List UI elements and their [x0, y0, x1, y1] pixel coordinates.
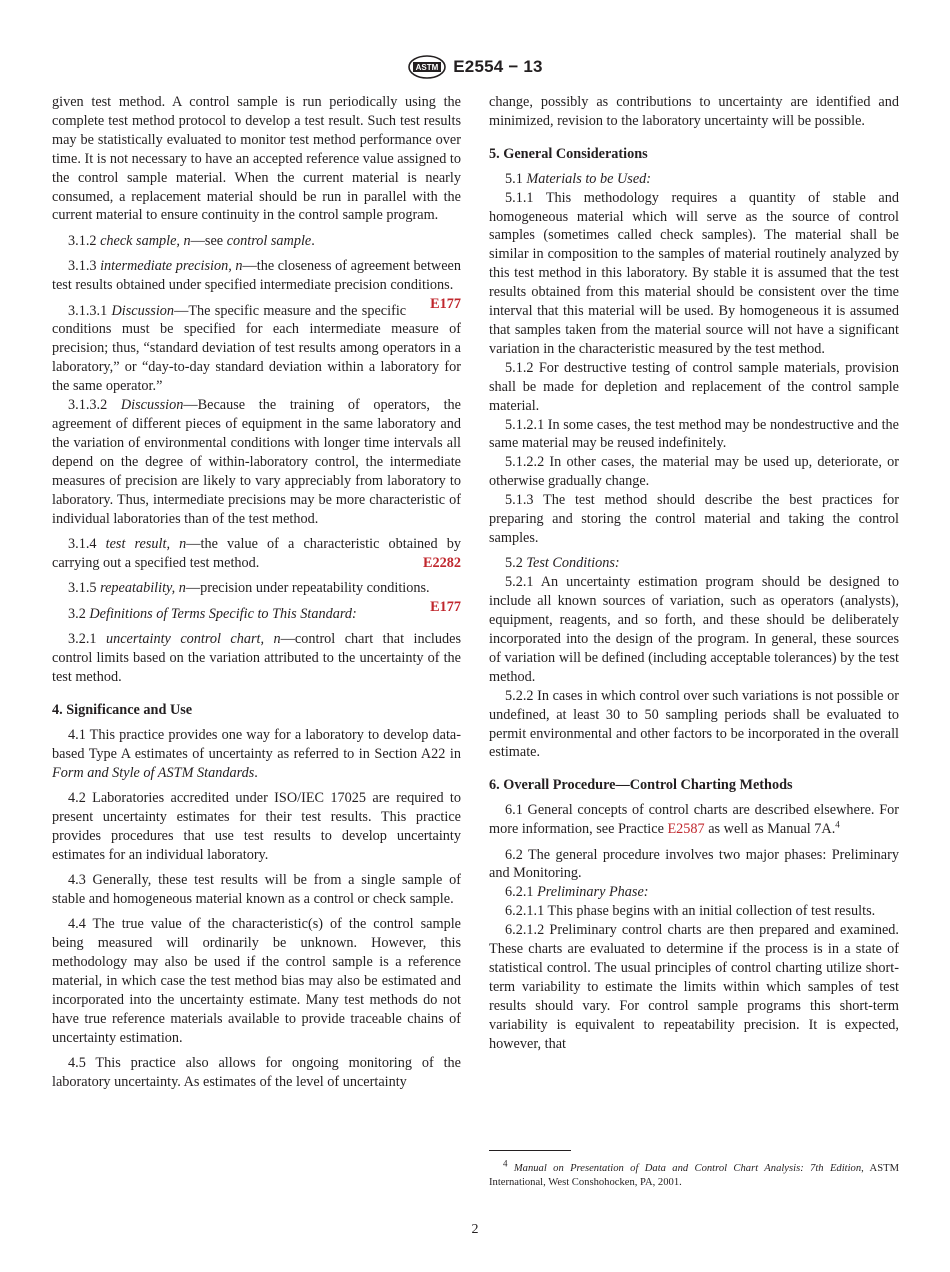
definition-3-1-5: 3.1.5 repeatability, n—precision under repeatability conditions. E177	[68, 580, 461, 616]
astm-logo-icon	[407, 54, 447, 80]
footnote-marker[interactable]: 4	[835, 819, 840, 830]
paragraph-5-1-2: 5.1.2 For destructive testing of control sample materials, provision shall be made for depletion and replacement of the control sample material.	[489, 359, 899, 414]
footnote-divider	[489, 1150, 571, 1151]
definition-3-1-4: 3.1.4 test result, n—the value of a characteristic obtained by carrying out a specified test method. E2282	[52, 535, 461, 571]
left-column	[52, 93, 461, 1099]
section-5-heading: 5. General Considerations	[489, 145, 648, 162]
paragraph-6-1: 6.1 General concepts of control charts are described elsewhere. For more information, see Practice E2587 as well as Manual 7A.$^4$	[489, 802, 899, 838]
paragraph-5-1-3: 5.1.3 The test method should describe the best practices for preparing and storing the control material and taking the control samples.	[489, 492, 899, 546]
paragraph-6-2-1-1: 6.2.1.1 This phase begins with an initial collection of test results.	[505, 903, 876, 920]
section-6-2-1-title: 6.2.1 Preliminary Phase:	[505, 884, 649, 901]
discussion-3-1-3-1: 3.1.3.1 Discussion—The specific measure and the specific conditions must be specified for each intermediate measure of precision; thus, “standard deviation of test results among operators in a laboratory,” or “day-to-day standard deviation within a laboratory for the same operator.”	[52, 302, 461, 395]
section-6-heading: 6. Overall Procedure—Control Charting Methods	[489, 777, 793, 794]
paragraph-6-2-1-2: 6.2.1.2 Preliminary control charts are then prepared and examined. These charts are evaluated to determine if the process is in a state of statistical control. The usual principles of control charting utilize short-term variability to estimate the limits within which samples of test results should vary. For control sample programs this short-term variability is equivalent to repeatability precision. It is expected, however, that	[489, 922, 899, 1052]
definition-3-1-3: 3.1.3 intermediate precision, n—the closeness of agreement between test results obtained under specified intermediate precision conditions. E177	[52, 258, 461, 313]
page-header	[0, 54, 950, 80]
section-3-2-title: 3.2 Definitions of Terms Specific to This Standard:	[68, 605, 357, 622]
definition-3-1-2: 3.1.2 check sample, n—see control sample.	[68, 232, 315, 249]
right-column	[489, 93, 899, 1054]
paragraph-4-1: 4.1 This practice provides one way for a laboratory to develop data-based Type A estimates of uncertainty as referred to in Section A22 in Form and Style of ASTM Standards.	[52, 726, 461, 781]
paragraph-6-2: 6.2 The general procedure involves two major phases: Preliminary and Monitoring.	[489, 846, 899, 882]
paragraph-continued: change, possibly as contributions to uncertainty are identified and minimized, revision to the laboratory uncertainty will be possible.	[489, 94, 899, 129]
paragraph-intro: given test method. A control sample is run periodically using the complete test method protocol to develop a test result. Such test results may be statistically evaluated to monitor test method performance over time. It is not necessary to have an accepted reference value assigned to the control sample material. When the current material is nearly consumed, a replacement material should be run in parallel with the current material to ensure continuity in the control sample program.	[52, 94, 461, 224]
paragraph-5-1-2-2: 5.1.2.2 In other cases, the material may be used up, deteriorate, or otherwise gradually change.	[489, 454, 899, 490]
reference-e177[interactable]: E177	[430, 296, 461, 313]
practice-e2587-link[interactable]: E2587	[667, 821, 705, 838]
definition-3-2-1: 3.2.1 uncertainty control chart, n—control chart that includes control limits based on the variation attributed to the uncertainty of the test method.	[52, 631, 461, 685]
footnote: $^4$ Manual on Presentation of Data and Control Chart Analysis: 7th Edition, ASTM International, West Conshohocken, PA, 2001.	[489, 1158, 899, 1188]
reference-e177-2[interactable]: E177	[430, 599, 461, 616]
paragraph-5-2-2: 5.2.2 In cases in which control over such variations is not possible or undefined, at least 30 to 50 sampling periods shall be evaluated to permit environmental and other factors to be incorporated in the overall estimate.	[489, 687, 899, 761]
paragraph-5-2-1: 5.2.1 An uncertainty estimation program should be designed to include all known sources of variation, such as operators (analysts), equipment, reagents, and so forth, and these should be deliberately incorporated into the design of the program. In general, these sources of variation will be defined (including acceptable tolerances) by the test method.	[489, 574, 899, 685]
discussion-3-1-3-2: 3.1.3.2 Discussion—Because the training of operators, the agreement of different pieces of equipment in the same laboratory and the variation of environmental conditions with longer time intervals all depend on the degree of within-laboratory control, the intermediate measures of precision are likely to vary appreciably from laboratory to laboratory. Thus, intermediate precisions may be more characteristic of individual laboratories than of the test method.	[52, 397, 461, 527]
logo-text: ASTM	[415, 63, 439, 73]
section-5-2-title: 5.2 Test Conditions:	[505, 555, 620, 572]
document-designation: E2554 − 13	[453, 57, 543, 76]
section-4-heading: 4. Significance and Use	[52, 701, 193, 718]
paragraph-5-1-2-1: 5.1.2.1 In some cases, the test method may be nondestructive and the same material may be reused indefinitely.	[489, 416, 899, 452]
reference-e2282[interactable]: E2282	[422, 554, 461, 571]
paragraph-4-4: 4.4 The true value of the characteristic(s) of the control sample being measured will ordinarily be unknown. However, this methodology may also be used if the control sample is a reference material, in which case the test method bias may also be estimated and incorporated into the uncertainty estimate. Many test methods do not have true reference materials available to provide traceable chains of uncertainty estimation.	[52, 916, 461, 1046]
paragraph-4-5: 4.5 This practice also allows for ongoing monitoring of the laboratory uncertainty. As estimates of the level of uncertainty	[52, 1055, 461, 1091]
page-number: 2	[471, 1222, 479, 1237]
paragraph-5-1-1: 5.1.1 This methodology requires a quantity of stable and homogeneous material which will serve as the source of control samples (sometimes called check samples). The material shall be similar in composition to the samples of material routinely analyzed by this test method in this laboratory. By stable it is assumed that the test results obtained from this material should be consistent over the time interval that this material will be used. By homogeneous it is assumed that samples taken from the material source will not have a significant variation in the characteristic measured by the test method.	[489, 189, 899, 357]
section-5-1-title: 5.1 Materials to be Used:	[505, 170, 652, 187]
paragraph-4-3: 4.3 Generally, these test results will be from a single sample of stable and homogeneous material known as a control or check sample.	[52, 872, 461, 907]
paragraph-4-2: 4.2 Laboratories accredited under ISO/IEC 17025 are required to present uncertainty estimates for their test results. This practice provides procedures that use test results to develop uncertainty estimates for an individual laboratory.	[52, 789, 461, 863]
